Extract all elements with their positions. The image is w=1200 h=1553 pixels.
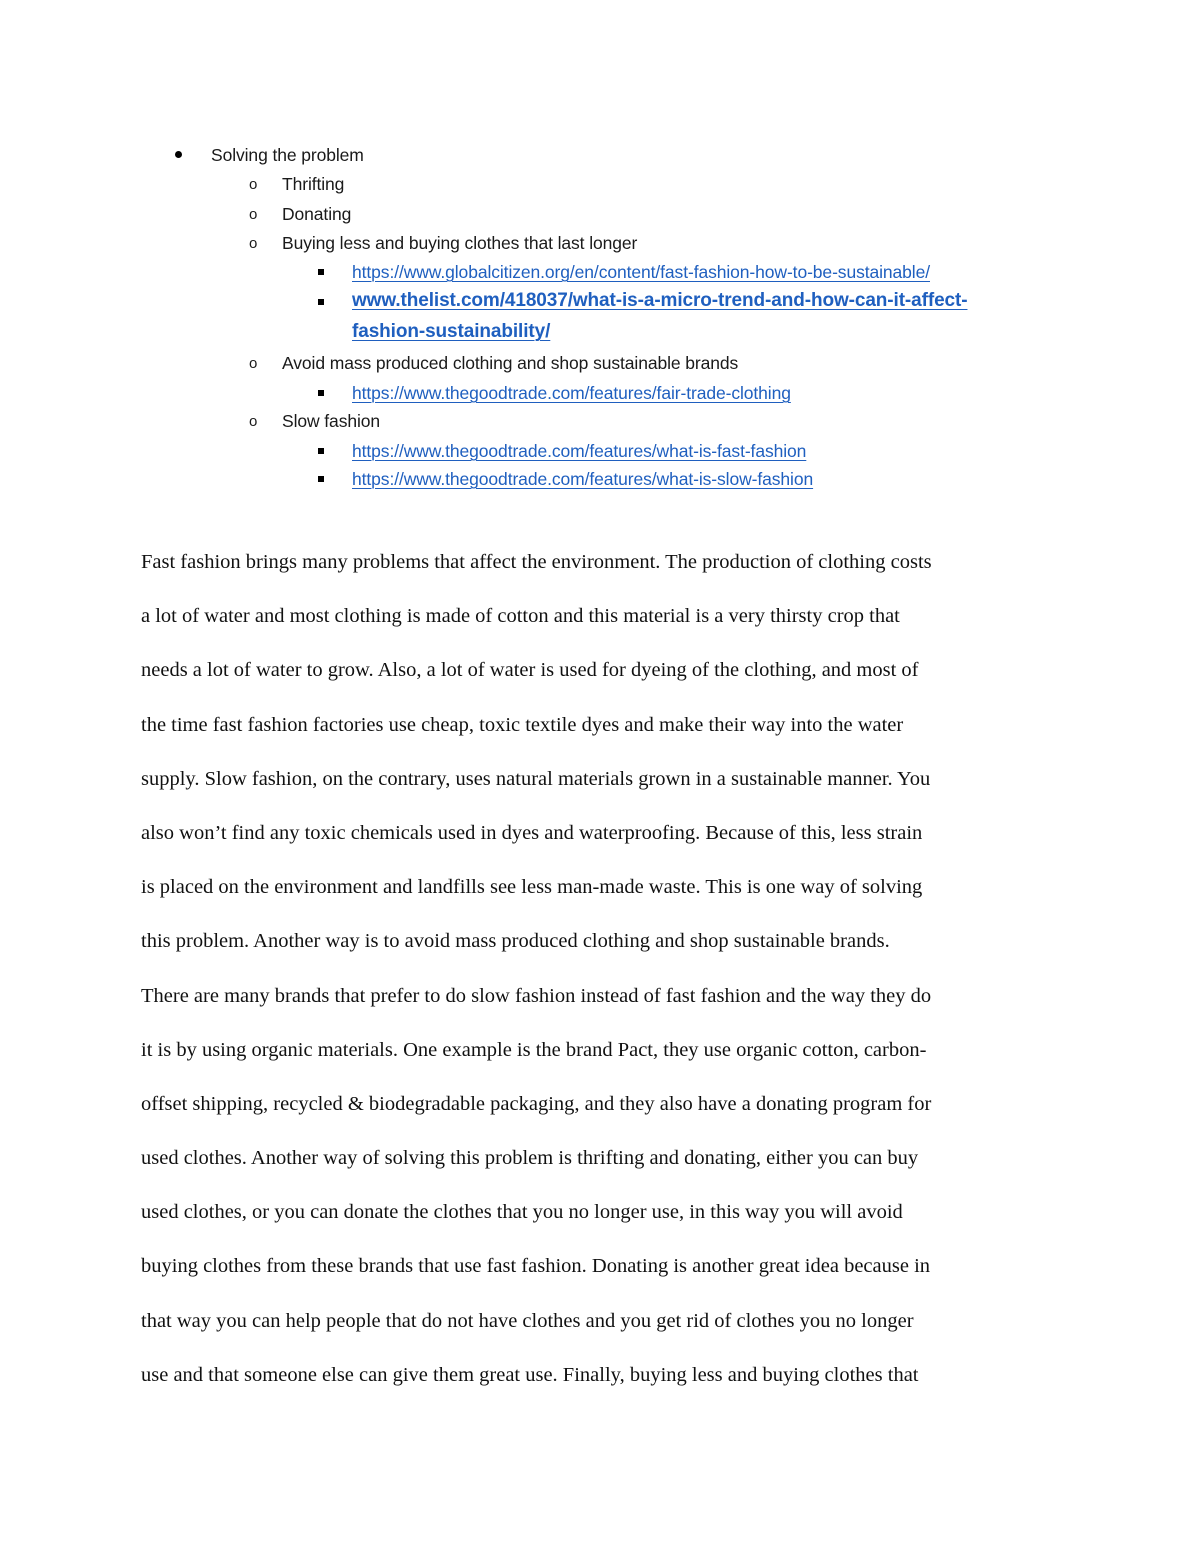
- paragraph-line: this problem. Another way is to avoid mass produced clothing and shop sustainable brands.: [141, 930, 890, 953]
- bullet-square-icon: [318, 476, 324, 482]
- bullet-disc-icon: [175, 151, 182, 158]
- bullet-circle-icon: o: [249, 355, 258, 372]
- paragraph-line: also won’t find any toxic chemicals used in dyes and waterproofing. Because of this, less strain: [141, 821, 923, 844]
- bullet-circle-icon: o: [249, 235, 258, 252]
- outline-item-donating: Donating: [282, 204, 352, 224]
- link-slow-fashion[interactable]: https://www.thegoodtrade.com/features/what-is-slow-fashion: [352, 469, 814, 489]
- outline-item-slow-fashion: Slow fashion: [282, 411, 381, 431]
- paragraph-line: use and that someone else can give them great use. Finally, buying less and buying clothes that: [141, 1363, 919, 1386]
- body-paragraph: [141, 535, 1061, 1402]
- paragraph-line: supply. Slow fashion, on the contrary, uses natural materials grown in a sustainable manner. You: [141, 767, 931, 790]
- outline-item-avoid-mass-produced: Avoid mass produced clothing and shop sustainable brands: [282, 353, 739, 373]
- paragraph-line: it is by using organic materials. One example is the brand Pact, they use organic cotton, carbon-: [141, 1038, 927, 1061]
- link-thelist[interactable]: www.thelist.com/418037/what-is-a-micro-trend-and-how-can-it-affect-: [352, 290, 968, 311]
- paragraph-line: needs a lot of water to grow. Also, a lot of water is used for dyeing of the clothing, and most of: [141, 659, 919, 682]
- bullet-square-icon: [318, 390, 324, 396]
- link-globalcitizen[interactable]: https://www.globalcitizen.org/en/content/fast-fashion-how-to-be-sustainable/: [352, 262, 930, 282]
- paragraph-line: Fast fashion brings many problems that affect the environment. The production of clothing costs: [141, 551, 932, 573]
- paragraph-line: used clothes, or you can donate the clothes that you no longer use, in this way you will avoid: [141, 1201, 903, 1224]
- bullet-square-icon: [318, 448, 324, 454]
- outline-item-buying-less: Buying less and buying clothes that last longer: [282, 233, 638, 253]
- link-fair-trade[interactable]: https://www.thegoodtrade.com/features/fair-trade-clothing: [352, 383, 791, 403]
- bullet-circle-icon: o: [249, 206, 258, 223]
- paragraph-line: a lot of water and most clothing is made of cotton and this material is a very thirsty crop that: [141, 605, 900, 628]
- paragraph-line: buying clothes from these brands that use fast fashion. Donating is another great idea because in: [141, 1255, 931, 1278]
- paragraph-line: There are many brands that prefer to do slow fashion instead of fast fashion and the way they do: [141, 984, 932, 1007]
- link-fast-fashion[interactable]: https://www.thegoodtrade.com/features/what-is-fast-fashion: [352, 441, 807, 461]
- paragraph-line: offset shipping, recycled & biodegradable packaging, and they also have a donating program for: [141, 1092, 932, 1115]
- outline-heading: Solving the problem: [211, 145, 364, 165]
- bullet-circle-icon: o: [249, 413, 258, 430]
- paragraph-line: is placed on the environment and landfills see less man-made waste. This is one way of solving: [141, 876, 923, 899]
- bullet-square-icon: [318, 299, 324, 305]
- paragraph-line: used clothes. Another way of solving this problem is thrifting and donating, either you can buy: [141, 1147, 919, 1170]
- link-thelist-continued[interactable]: fashion-sustainability/: [352, 321, 551, 342]
- bullet-circle-icon: o: [249, 176, 258, 193]
- bullet-square-icon: [318, 269, 324, 275]
- paragraph-line: that way you can help people that do not have clothes and you get rid of clothes you no longer: [141, 1309, 914, 1332]
- outline-item-thrifting: Thrifting: [282, 174, 345, 194]
- paragraph-line: the time fast fashion factories use cheap, toxic textile dyes and make their way into the water: [141, 713, 904, 736]
